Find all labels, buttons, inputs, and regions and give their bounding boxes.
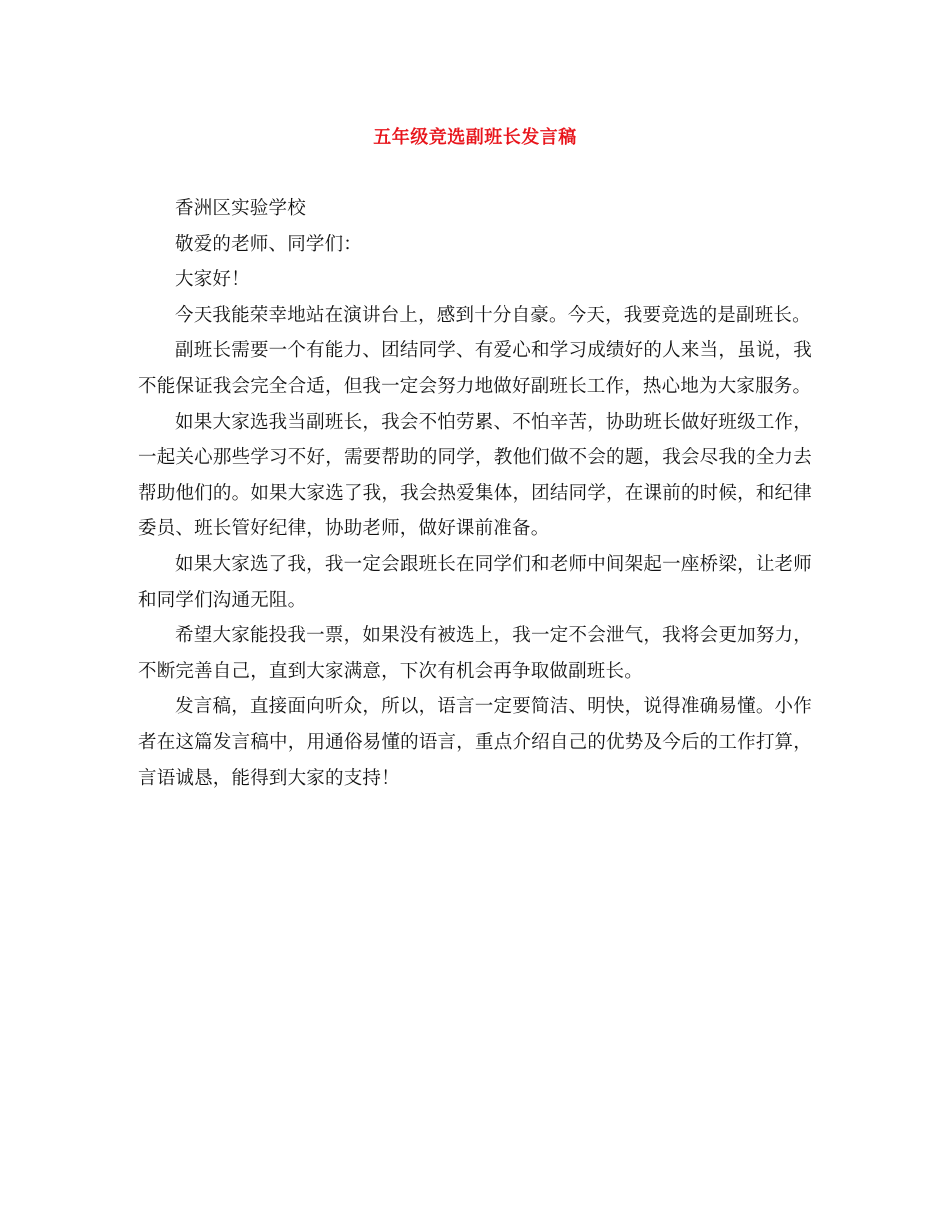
paragraph-intro: 今天我能荣幸地站在演讲台上，感到十分自豪。今天，我要竞选的是副班长。	[175, 304, 811, 326]
document-title: 五年级竞选副班长发言稿	[373, 127, 577, 148]
paragraph-qualities: 副班长需要一个有能力、团结同学、有爱心和学习成绩好的人来当，虽说，我不能保证我会完全合适，但我一定会努力地做好副班长工作，热心地为大家服务。	[138, 340, 812, 397]
paragraph-promise: 如果大家选我当副班长，我会不怕劳累、不怕辛苦，协助班长做好班级工作，一起关心那些学习不好，需要帮助的同学，教他们做不会的题，我会尽我的全力去帮助他们的。如果大家选了我，我会热爱集体，团结同学，在课前的时候，和纪律委员、班长管好纪律，协助老师，做好课前准备。	[138, 411, 812, 540]
paragraph-greeting: 大家好！	[175, 269, 250, 291]
paragraph-salutation: 敬爱的老师、同学们：	[175, 233, 363, 255]
paragraph-comment: 发言稿，直接面向听众，所以，语言一定要简洁、明快，说得准确易懂。小作者在这篇发言稿中，用通俗易懂的语言，重点介绍自己的优势及今后的工作打算，言语诚恳，能得到大家的支持！	[138, 696, 812, 789]
paragraph-vote: 希望大家能投我一票，如果没有被选上，我一定不会泄气，我将会更加努力，不断完善自己，直到大家满意，下次有机会再争取做副班长。	[138, 625, 812, 682]
paragraph-bridge: 如果大家选了我，我一定会跟班长在同学们和老师中间架起一座桥梁，让老师和同学们沟通无阻。	[138, 553, 812, 611]
document-body	[138, 191, 812, 796]
paragraph-school: 香洲区实验学校	[175, 198, 306, 219]
